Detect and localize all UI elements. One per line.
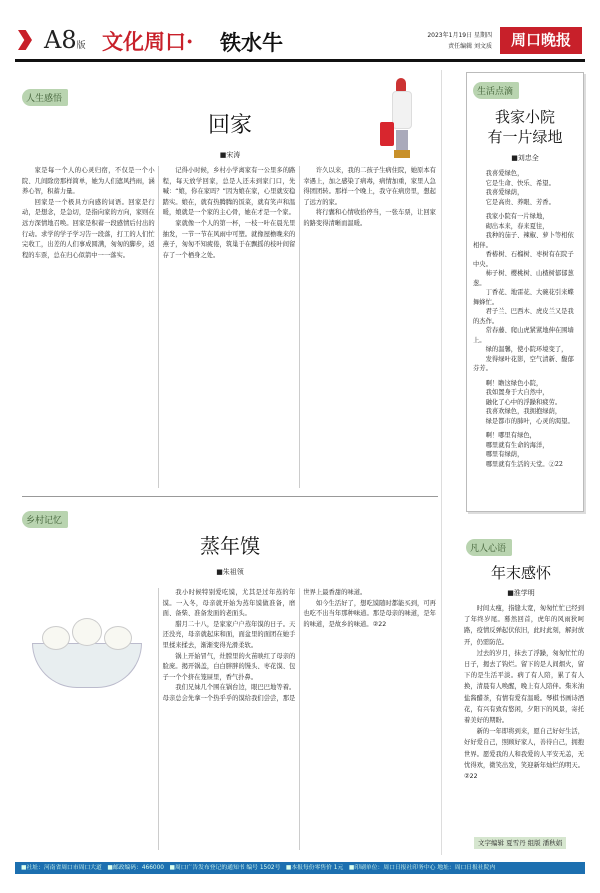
byline: ■朱祖领 [216,568,244,576]
traveler-illustration [378,78,418,160]
poem-body [473,169,577,469]
poem-line: 我家小院有一片绿地， [485,213,549,220]
poem-title: 我家小院 有一片绿地 [487,108,563,146]
poem-line: 我种的茄子、辣椒、萝卜等相依相伴。 [473,232,574,249]
section-tag: 乡村记忆 [22,508,68,528]
poem-line: 我喜爱绿荫， [485,189,524,196]
poem-line: 融化了心中的浮躁和疲劳。 [485,398,562,406]
header-rule [15,59,585,62]
issue-meta: 2023年1月19日 星期四 责任编辑 刘文质 [427,32,492,50]
poem-line: 啊！瞻这绿色小院， [485,379,543,387]
section-title: 文化周口· [102,29,194,54]
column-title: 铁水牛 [220,31,283,55]
poem-stanza [473,169,577,207]
divider [22,496,438,497]
poem-line: 柿子树、樱桃树、山楂树郁郁葱葱。 [473,270,574,287]
poem-box [466,72,584,512]
newspaper-logo: 周口晚报 [500,27,582,54]
article-body: 我小时候特别爱吃馍，尤其是过年蒸的年馍。一入冬，母亲就开始为蒸年馍做准备，磨面、备柴、准备发面的老面头。 腊月二十八，是家家户户蒸年馍的日子。天还没亮，母亲就起床和面，面盆里的面团在她手里揉来揉去，渐渐变得光滑柔软。 锅上开始冒气，灶膛里的火苗映红了母亲的脸庞。揭开锅盖，白白胖胖的馒头、枣花馍、包子一个个挤在笼屉里，香气扑鼻。 我们兄妹几个围在锅台边，眼巴巴地等着。母亲总会先拿一个热乎乎的馍给我们尝尝，那是世界上最香甜的味道。 如今生活好了，想吃馍随时都能买到，可再也吃不出当年那种味道。那是母亲的味道，是年的味道，是故乡的味道。②22 [162,589,436,702]
article-title: 回家 [207,113,252,138]
poem-line: 君子兰、巴西木、虎皮兰又是我的杰作。 [473,308,574,325]
article-title: 蒸年馍 [200,534,260,558]
section-tag: 生活点滴 [473,82,519,99]
poem-line: 哪里就有生命的海洋， [485,441,549,449]
poem-line: 常春藤、爬山虎紧紧地伸在围墙上。 [473,327,574,344]
poem-line: 砌出本来，春来夏往， [485,222,549,230]
editors-credit: 文字编辑 夏雪丹 组版 潘秋娟 [474,830,566,849]
article-body: 时间太瘦，指缝太宽，匆匆忙忙已经到了年终岁尾。蓦然回首，虎年的风雨狄呵路，疫情反弹起伏依旧，此时此刻，解封放开，仍需防范。 过去的岁月，抹去了浮躁，匆匆忙忙的日子，揭去了钩烂。留下的是人间烟火，留下的是生活平淡。病了有人陪，累了有人换，清晨有人唤醒，晚上有人陪伴。柴米油盐酱醋茶，有情有爱有温暖。琴棋书画诗酒花，有兴有致有悠闲，夕阳下的风景，寄托着美好的期盼。 新的一年即将到来，愿自己好好生活，好好爱自己，照顾好家人，善待自己，拥抱世界。愿爱我的人和我爱的人平安无恙，无忧得欢，微笑出发，笑迎新年灿烂的明天。②22 [464,605,584,781]
poem-line: 绿的温馨，使小院环境变了， [485,346,568,353]
section-tag: 凡人心语 [466,536,512,556]
poem-line: 香椿树、石榴树、枣树有在院子中央。 [473,251,574,268]
page-number: A8版 [44,26,86,54]
poem-line: 我喜爱绿色， [485,170,524,177]
article-title: 年末感怀 [490,564,551,582]
footer-bar: ■社址：河南省周口市周口大道 ■邮政编码：466000 ■周口广告发布登记的通知书 编号 1502号 ■本报每份零售价 1元 ■印刷单位：周口日报社印务中心 地址：周口日报社院内 [15,862,585,874]
section-tag: 人生感悟 [22,86,68,106]
poem-stanza [473,431,577,469]
poem-line: 我喜欢绿色，我拥抱绿荫， [485,408,562,415]
column-divider [441,70,442,855]
poem-line: 哪里有绿荫， [485,451,524,458]
byline: ■刘忠全 [511,154,539,162]
poem-stanza [473,379,577,427]
poem-line: 啊！哪里有绿色， [485,432,536,439]
poem-line: 它是生命、快乐、希望。 [485,179,555,187]
article-body: 家是每一个人的心灵归宿，不仅是一个小院、几间除房那样简单，她为人们遮风挡雨，涵养心智，积蓄力量。 回家是一个极具方向感的词语。回家是行动，是想念，是急切，是指向家的方向，家则在远方深情地召唤。回家是积蓄一段感情后付出的行动。求学的学子学习告一段落，打工的人们忙完收工，出差的人们事成圆满，匆匆的脚步，返程的车票，总在归心似箭中一一落实。 记得小时候，乡村小学离家有一公里多的路程，每天放学回家，总是人还未到家门口，先喊：“娘，你在家吗？”因为娘在家，心里就安稳踏实。娘在，就有热腾腾的饭菜，就有笑声和温暖，娘就是一个家的主心骨，她在才是一个家。 家就像一个人的第一杯，一枝一叶在晨光里抽发，一节一节在风雨中可塑。就像屋檐晚来的燕子，匆匆不知疲倦，筑巢于在飘摇的枝叶间留存了一个栖身之处。 许久以来，我的二孩子生病住院，她原本有幸遇上，加之感染了病毒，病情加重，家里人急得团团转。那样一个晚上，我守在病房里，想起了远方的家。 将行囊和心情收拾停当，一张车票，让回家的路变得清晰而温暖。 [22,167,436,259]
poem-stanza [473,212,577,374]
poem-line: 哪里就有生活的天堂。②22 [485,460,563,468]
byline: ■淮学明 [507,589,535,597]
poem-line: 发得绿叶花影，空气清新、馥郁芬芳。 [473,355,574,372]
poem-line: 我如置身于大自然中， [485,389,549,396]
poem-line: 丁香花、地雷花、大碗花引来蝶舞蜂忙。 [473,289,574,306]
byline: ■宋涛 [219,151,241,159]
chevron-icon [18,30,32,50]
poem-line: 绿是都市的肺叶，心灵的渴望。 [485,417,574,425]
poem-line: 它是高贵、养眼、芳香。 [485,198,555,206]
